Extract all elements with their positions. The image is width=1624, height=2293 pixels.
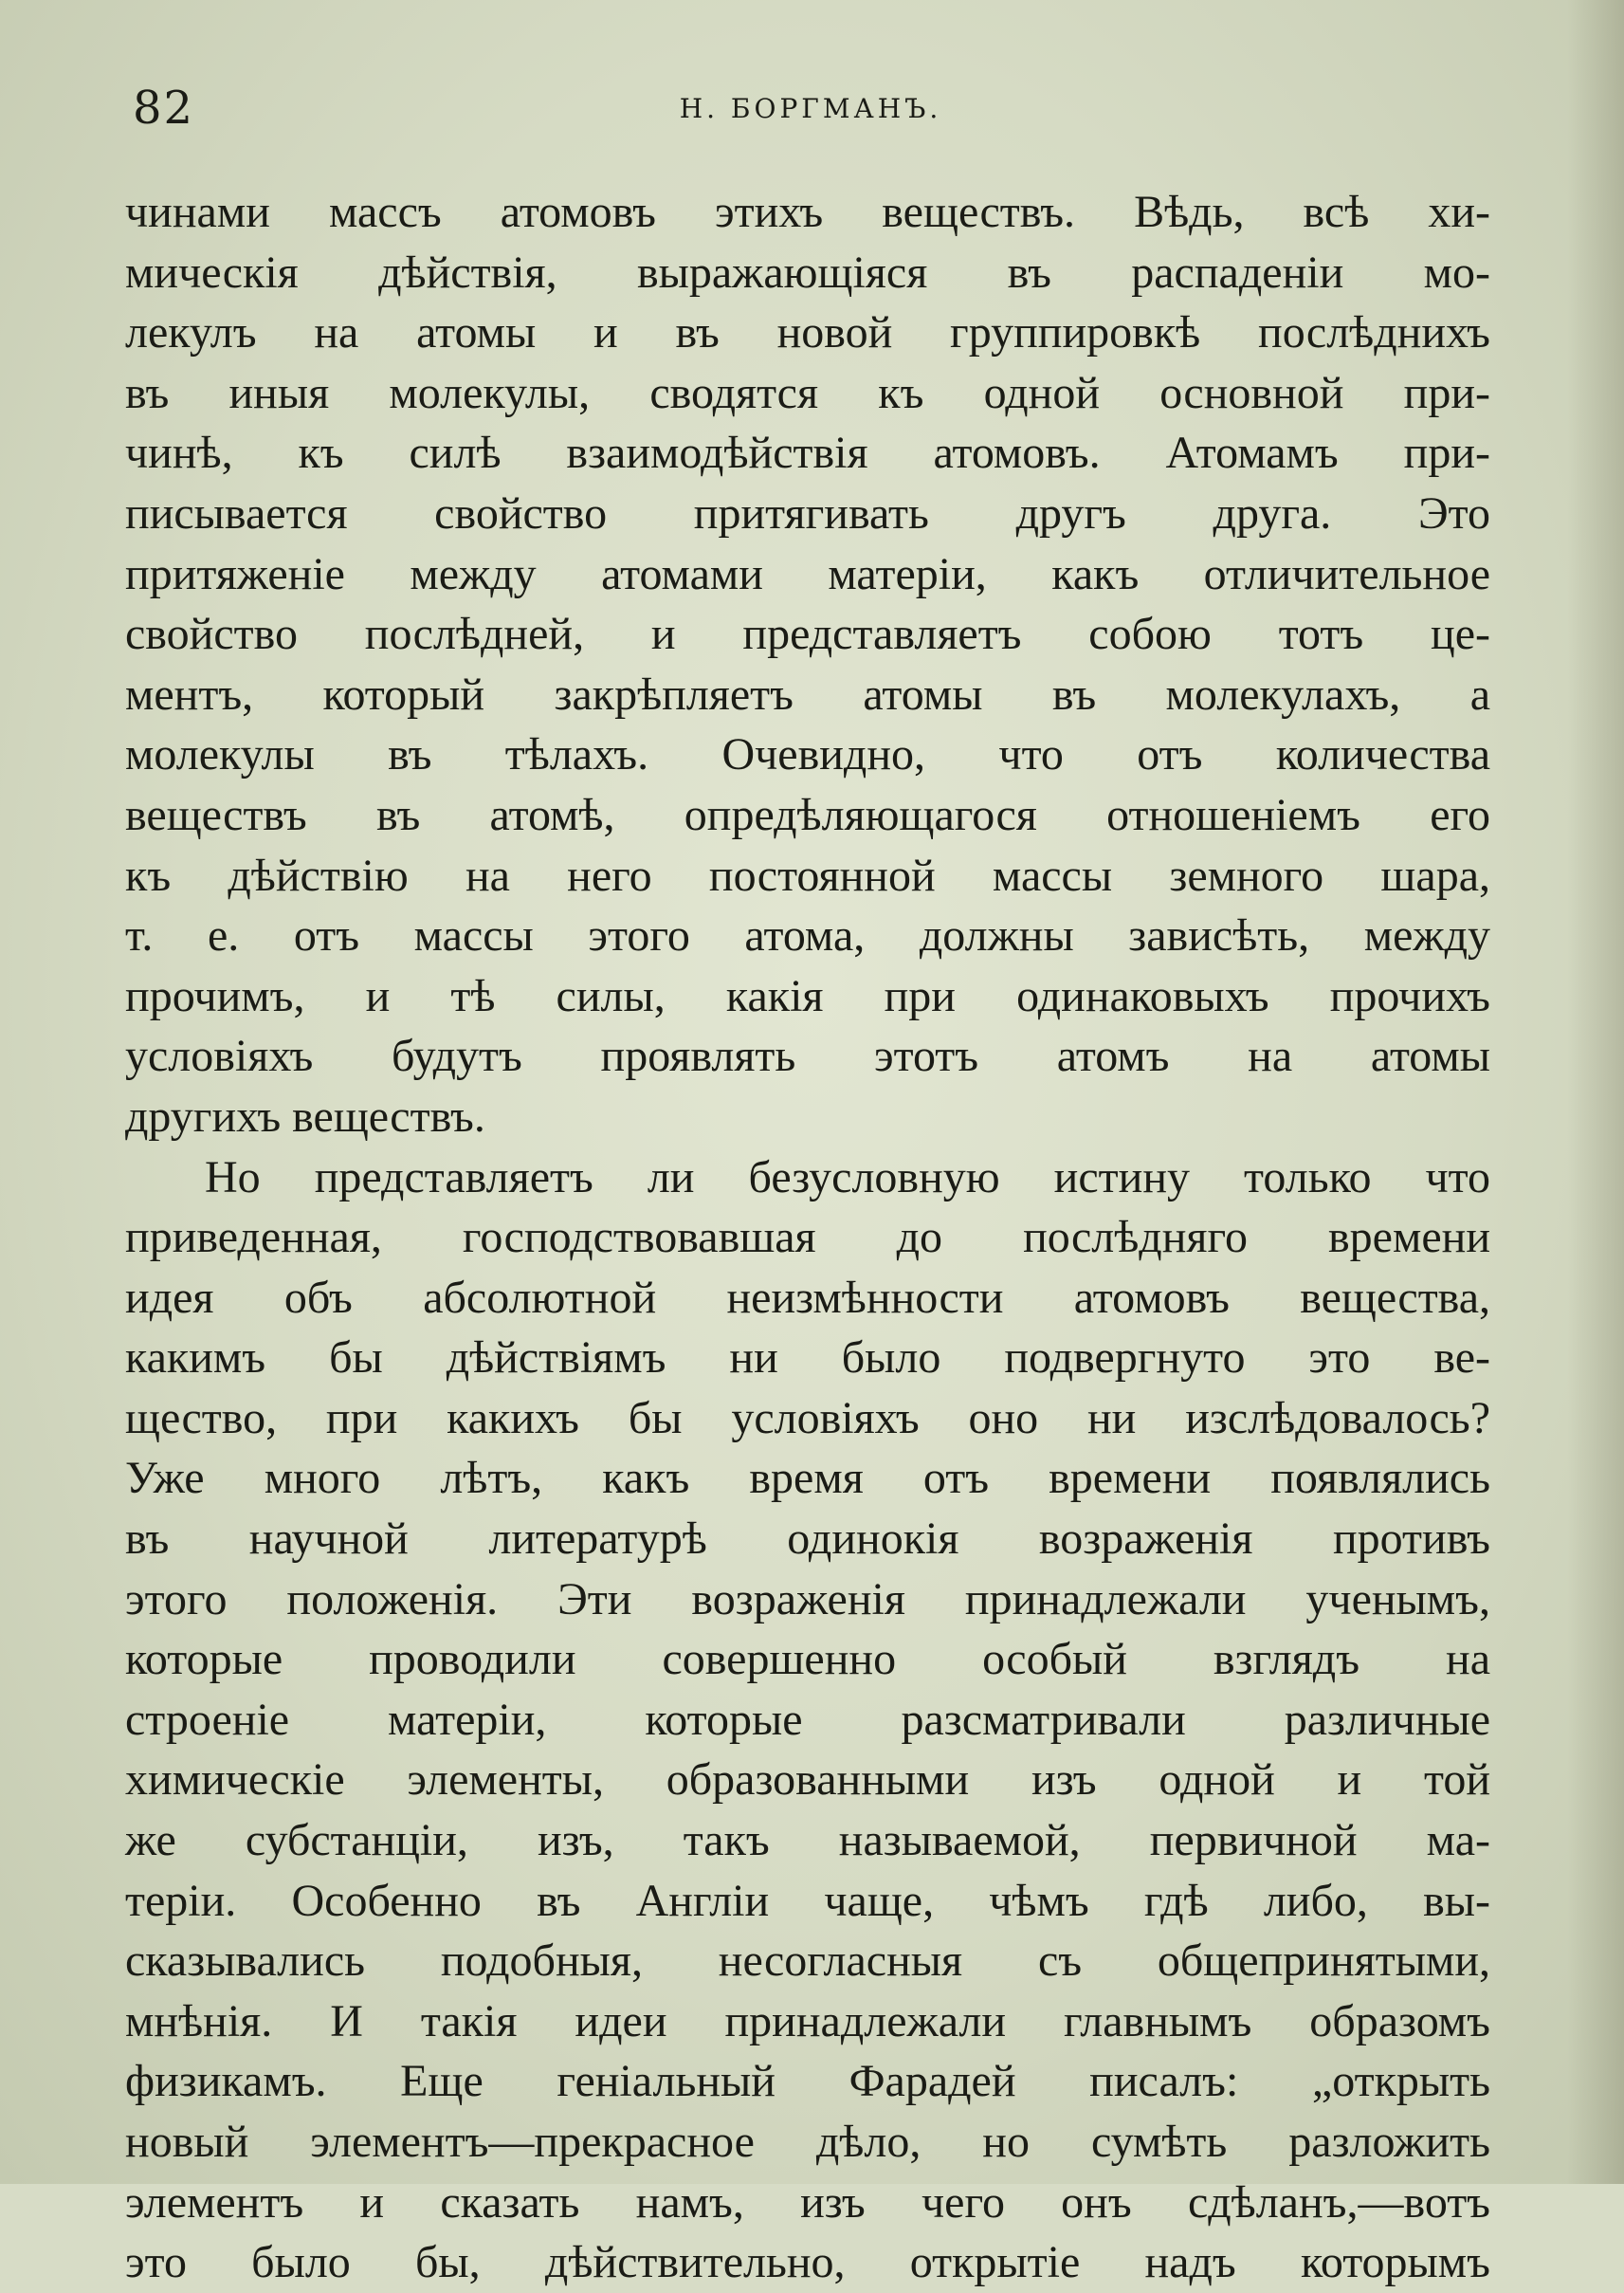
text-line: физикамъ. Еще геніальный Фарадей писалъ: „открыть	[125, 2056, 1490, 2107]
text-line: сказывались подобныя, несогласныя съ общепринятыми,	[125, 1935, 1490, 1987]
text-line: элементъ и сказать намъ, изъ чего онъ сдѣланъ,—вотъ	[125, 2176, 1490, 2228]
text-line: новый элементъ—прекрасное дѣло, но сумѣть разложить	[125, 2117, 1490, 2167]
text-line: это было бы, дѣйствительно, открытіе надъ которымъ	[125, 2237, 1490, 2288]
text-line: химическіе элементы, образованными изъ одной и той	[125, 1754, 1490, 1806]
text-line: Уже много лѣтъ, какъ время отъ времени появлялись	[125, 1453, 1490, 1504]
text-line: молекулы въ тѣлахъ. Очевидно, что отъ количества	[125, 729, 1490, 780]
text-line: мическія дѣйствія, выражающіяся въ распаденіи мо-	[125, 247, 1490, 298]
running-head	[133, 82, 1488, 138]
text-line: какимъ бы дѣйствіямъ ни было подвергнуто это ве-	[125, 1332, 1490, 1384]
text-line: прочимъ, и тѣ силы, какія при одинаковыхъ прочихъ	[125, 970, 1490, 1021]
text-line: идея объ абсолютной неизмѣнности атомовъ вещества,	[125, 1272, 1490, 1323]
text-line: мнѣнія. И такія идеи принадлежали главнымъ образомъ	[125, 1995, 1490, 2046]
page-number: 82	[133, 82, 195, 135]
text-line: въ иныя молекулы, сводятся къ одной основной при-	[125, 367, 1490, 418]
paragraph-2	[125, 1147, 1490, 2293]
body-text	[125, 182, 1490, 2293]
page-edge-shadow	[1567, 0, 1624, 2184]
text-line: этого положенія. Эти возраженія принадлежали ученымъ,	[125, 1573, 1490, 1624]
text-line: въ научной литературѣ одинокія возраженія противъ	[125, 1513, 1490, 1565]
text-line: чинѣ, къ силѣ взаимодѣйствія атомовъ. Атомамъ при-	[125, 428, 1490, 479]
text-line: Но представляетъ ли безусловную истину только что	[205, 1151, 1490, 1202]
text-line: условіяхъ будутъ проявлять этотъ атомъ на атомы	[125, 1031, 1490, 1082]
text-line: писывается свойство притягивать другъ друга. Это	[125, 487, 1490, 539]
text-line: притяженіе между атомами матеріи, какъ отличительное	[125, 548, 1490, 599]
text-line: къ дѣйствію на него постоянной массы земного шара,	[125, 850, 1490, 901]
text-line: свойство послѣдней, и представляетъ собою тотъ це-	[125, 609, 1490, 660]
text-line: которые проводили совершенно особый взглядъ на	[125, 1634, 1490, 1685]
text-line: приведенная, господствовавшая до послѣдняго времени	[125, 1212, 1490, 1263]
text-line: ментъ, который закрѣпляетъ атомы въ молекулахъ, а	[125, 669, 1490, 720]
text-line: теріи. Особенно въ Англіи чаще, чѣмъ гдѣ либо, вы-	[125, 1875, 1490, 1926]
text-line: другихъ веществъ.	[125, 1091, 485, 1142]
running-head-author: Н. БОРГМАНЪ.	[679, 93, 942, 124]
text-line: щество, при какихъ бы условіяхъ оно ни изслѣдовалось?	[125, 1392, 1490, 1443]
text-line: чинами массъ атомовъ этихъ веществъ. Вѣдь, всѣ хи-	[125, 187, 1490, 237]
paragraph-1	[125, 182, 1490, 1147]
text-line: же субстанціи, изъ, такъ называемой, первичной ма-	[125, 1815, 1490, 1866]
text-line: строеніе матеріи, которые разсматривали различные	[125, 1694, 1490, 1745]
text-line: веществъ въ атомѣ, опредѣляющагося отношеніемъ его	[125, 789, 1490, 840]
text-line: т. е. отъ массы этого атома, должны зависѣть, между	[125, 910, 1490, 962]
text-line: лекулъ на атомы и въ новой группировкѣ послѣднихъ	[125, 307, 1490, 358]
